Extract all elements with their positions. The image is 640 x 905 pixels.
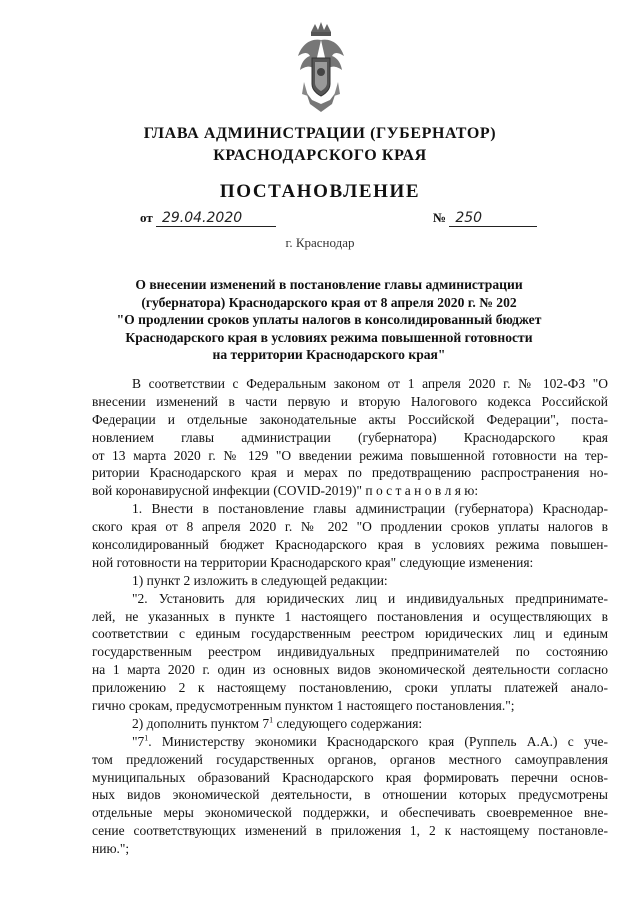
body-line-with-superscript [92,715,608,733]
date-label: от [140,210,153,225]
body-line: гично срокам, предусмотренным пунктом 1 настоящего постановления."; [92,698,515,714]
body-line: государственным реестром индивидуальных предпринимателей по состоянию [92,644,608,660]
document-title [100,276,558,364]
title-line: на территории Краснодарского края" [212,347,446,362]
body-line: вой коронавирусной инфекции (COVID-2019)" п о с т а н о в л я ю: [92,483,479,499]
body-line: В соответствии с Федеральным законом от 1 апреля 2020 г. № 102-ФЗ "О [132,376,608,391]
document-body [92,375,608,858]
body-text: "7 [132,733,145,749]
authority-name-line2: КРАСНОДАРСКОГО КРАЯ [213,147,427,164]
number-label: № [433,210,447,225]
body-line: консолидированный бюджет Краснодарского края в условиях режима повышен- [92,537,608,553]
superscript: 1 [144,733,149,743]
city-name: г. Краснодар [285,235,355,250]
coat-of-arms-emblem [296,22,346,114]
document-number [433,210,537,227]
body-line: соответствии с единым государственным реестром юридических лиц и единым [92,626,608,642]
title-line: "О продлении сроков уплаты налогов в консолидированный бюджет [116,312,542,327]
body-line: ной готовности на территории Краснодарского края" следующие изменения: [92,554,534,570]
title-line: Краснодарского края в условиях режима повышенной готовности [125,329,533,345]
body-line-with-superscript [92,733,608,751]
body-line: ского края от 8 апреля 2020 г. № 202 "О продлении сроков уплаты налогов в [92,519,608,535]
body-line: 1) пункт 2 изложить в следующей редакции: [132,572,388,588]
date-value: 29.04.2020 [156,211,276,227]
body-line: новлением главы администрации (губернатора) Краснодарского края [92,429,608,445]
body-line: ритории Краснодарского края и мерах по предотвращению распространения но- [92,465,608,481]
document-type-heading: ПОСТАНОВЛЕНИЕ [219,181,421,202]
body-line: нию."; [92,841,130,857]
body-line: Федерации и отдельные законодательные акты Российской Федерации", поста- [92,411,608,427]
body-line: сение соответствующих изменений в приложения 1, 2 к настоящему постановле- [92,823,608,839]
title-line: О внесении изменений в постановление главы администрации [135,277,523,292]
document-date [140,210,276,227]
body-line: муниципальных образований Краснодарского края формировать перечни основ- [92,769,608,785]
body-line: "2. Установить для юридических лиц и индивидуальных предпринимате- [132,590,608,606]
title-line: (губернатора) Краснодарского края от 8 апреля 2020 г. № 202 [141,294,517,310]
number-value: 250 [449,211,537,227]
body-line: отдельные меры экономической поддержки, и обеспечивать своевременное вне- [92,805,608,821]
body-text: следующего содержания: [273,715,423,731]
body-text: . Министерству экономики Краснодарского края (Руппель А.А.) с уче- [148,733,608,749]
body-line: от 13 марта 2020 г. № 129 "О введении режима повышенной готовности на тер- [92,447,608,463]
body-line: лей, не указанных в пункте 1 настоящего постановления и осуществляющих в [92,608,608,624]
body-line: на 1 марта 2020 г. один из основных видов экономической деятельности согласно [92,662,608,678]
body-line: том предложений государственных органов, органов местного самоуправления [92,751,608,767]
body-line: 1. Внести в постановление главы администрации (губернатора) Краснодар- [132,501,608,517]
body-line: ных видов экономической деятельности, в отношении которых предусмотрены [92,787,608,803]
body-line: внесении изменений в части первую и вторую Налогового кодекса Российской [92,393,608,409]
authority-name-line1: ГЛАВА АДМИНИСТРАЦИИ (ГУБЕРНАТОР) [143,125,497,142]
body-line: приложению 2 к настоящему постановлению, сроки уплаты платежей анало- [92,680,608,696]
superscript: 1 [269,715,274,725]
body-text: 2) дополнить пунктом 7 [132,715,270,731]
